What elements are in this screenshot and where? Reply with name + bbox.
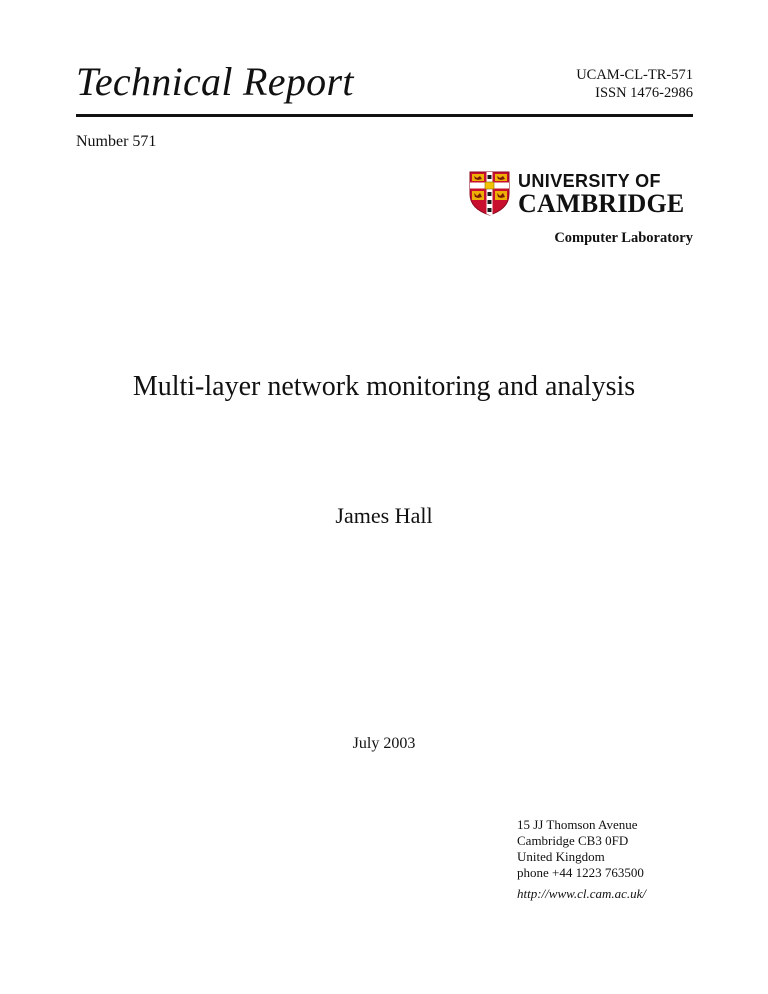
author-name: James Hall xyxy=(335,503,433,528)
address-line: United Kingdom xyxy=(517,849,605,864)
website-link[interactable]: http://www.cl.cam.ac.uk/ xyxy=(517,886,647,901)
department-name: Computer Laboratory xyxy=(554,230,693,246)
report-header-title: Technical Report xyxy=(76,59,354,104)
university-crest-icon xyxy=(468,170,511,216)
university-logo xyxy=(468,170,698,218)
header-rule xyxy=(76,114,693,117)
report-identifiers xyxy=(576,66,693,102)
university-name-line2: CAMBRIDGE xyxy=(518,189,685,218)
issn: ISSN 1476-2986 xyxy=(595,85,693,101)
phone-number: phone +44 1223 763500 xyxy=(517,865,644,880)
university-name-line1: UNIVERSITY OF xyxy=(518,171,661,191)
document-title: Multi-layer network monitoring and analysis xyxy=(132,371,636,402)
postal-address xyxy=(517,817,644,881)
address-line: Cambridge CB3 0FD xyxy=(517,833,629,848)
address-line: 15 JJ Thomson Avenue xyxy=(517,817,638,832)
report-number: Number 571 xyxy=(76,133,157,150)
report-id: UCAM-CL-TR-571 xyxy=(576,67,693,83)
publication-date: July 2003 xyxy=(352,735,416,752)
